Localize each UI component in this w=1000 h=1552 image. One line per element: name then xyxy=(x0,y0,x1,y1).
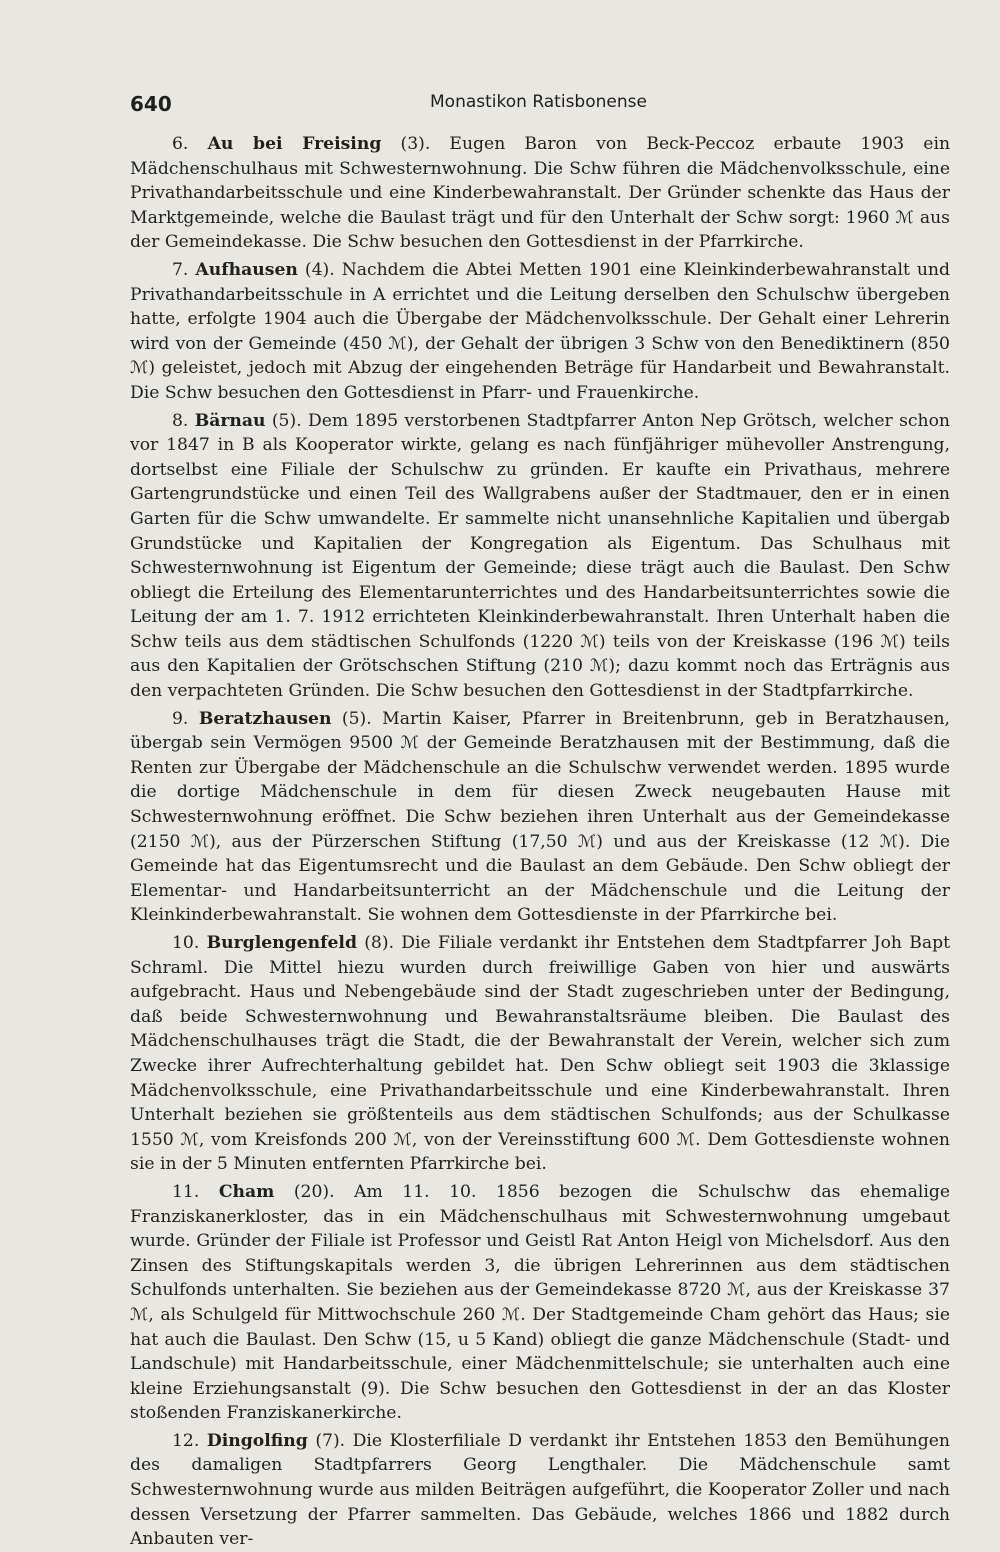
entry-number: 7. xyxy=(172,259,189,280)
entry-12 xyxy=(130,1429,950,1552)
entry-place: Dingolfing xyxy=(206,1430,308,1451)
entry-8 xyxy=(130,409,950,704)
entry-text: (8). Die Filiale verdankt ihr Entstehen dem Stadtpfarrer Joh Bapt Schraml. Die Mittel hiezu wurden durch freiwillige Gaben von hier und auswärts aufgebracht. Haus und Nebengebäude sind der Stadt zugeschrieben unter der Bedingung, daß beide Schwesternwohnung und Bewahranstaltsräume bleiben. Die Baulast des Mädchenschulhauses trägt die Stadt, die der Bewahranstalt der Verein, welcher sich zum Zwecke ihrer Aufrechterhaltung gebildet hat. Den Schw obliegt seit 1903 die 3klassige Mädchenvolksschule, eine Privathandarbeitsschule und eine Kinderbewahranstalt. Ihren Unterhalt beziehen sie größtenteils aus dem städtischen Schulfonds; aus der Schulkasse 1550 ℳ, vom Kreisfonds 200 ℳ, von der Vereinsstiftung 600 ℳ. Dem Gottesdienste wohnen sie in der 5 Minuten entfernten Pfarrkirche bei. xyxy=(130,933,951,1175)
entry-place: Au bei Freising xyxy=(207,134,382,154)
page-header xyxy=(130,92,950,132)
entry-number: 12. xyxy=(172,1430,200,1451)
entry-7 xyxy=(130,258,950,406)
entry-number: 11. xyxy=(172,1181,200,1202)
entry-text: (7). Die Klosterfiliale D verdankt ihr Entstehen 1853 den Bemühungen des damaligen Stadtpfarrers Georg Lengthaler. Die Mädchenschule samt Schwesternwohnung wurde aus milden Beiträgen aufgeführt, die Kooperator Zoller und nach dessen Versetzung der Pfarrer sammelten. Das Gebäude, welches 1866 und 1882 durch Anbauten ver- xyxy=(130,1430,950,1550)
page-number: 640 xyxy=(130,92,172,116)
entry-text: (4). Nachdem die Abtei Metten 1901 eine Kleinkinderbewahranstalt und Privathandarbeitsschule in A errichtet und die Leitung derselben den Schulschw übergeben hatte, erfolgte 1904 auch die Übergabe der Mädchenvolksschule. Der Gehalt einer Lehrerin wird von der Gemeinde (450 ℳ), der Gehalt der übrigen 3 Schw von den Benediktinern (850 ℳ) geleistet, jedoch mit Abzug der eingehenden Beträge für Handarbeit und Bewahranstalt. Die Schw besuchen den Gottesdienst in Pfarr- und Frauenkirche. xyxy=(130,259,950,403)
entry-text: (5). Dem 1895 verstorbenen Stadtpfarrer Anton Nep Grötsch, welcher schon vor 1847 in B als Kooperator wirkte, gelang es nach fünfjähriger mühevoller Anstrengung, dortselbst eine Filiale der Schulschw zu gründen. Er kaufte ein Privathaus, mehrere Gartengrundstücke und einen Teil des Wallgrabens außer der Stadtmauer, den er in einen Garten für die Schw umwandelte. Er sammelte nicht unansehnliche Kapitalien und übergab Grundstücke und Kapitalien der Kongregation als Eigentum. Das Schulhaus mit Schwesternwohnung ist Eigentum der Gemeinde; diese trägt auch die Baulast. Den Schw obliegt die Erteilung des Elementarunterrichtes und des Handarbeitsunterrichtes sowie die Leitung der am 1. 7. 1912 errichteten Kleinkinderbewahranstalt. Ihren Unterhalt haben die Schw teils aus dem städtischen Schulfonds (1220 ℳ) teils von der Kreiskasse (196 ℳ) teils aus den Kapitalien der Grötschschen Stiftung (210 ℳ); dazu kommt noch das Erträgnis aus den verpachteten Gründen. Die Schw besuchen den Gottesdienst in der Stadtpfarrkirche. xyxy=(130,410,950,702)
entry-text: (20). Am 11. 10. 1856 bezogen die Schulschw das ehemalige Franziskanerkloster, das in ein Mädchenschulhaus mit Schwesternwohnung umgebaut wurde. Gründer der Filiale ist Professor und Geistl Rat Anton Heigl von Michelsdorf. Aus den Zinsen des Stiftungskapitals werden 3, die übrigen Lehrerinnen aus dem städtischen Schulfonds unterhalten. Sie beziehen aus der Gemeindekasse 8720 ℳ, aus der Kreiskasse 37 ℳ, als Schulgeld für Mittwochschule 260 ℳ. Der Stadtgemeinde Cham gehört das Haus; sie hat auch die Baulast. Den Schw (15, u 5 Kand) obliegt die ganze Mädchenschule (Stadt- und Landschule) mit Handarbeitsschule, einer Mädchenmittelschule; sie unterhalten auch eine kleine Erziehungsanstalt (9). Die Schw besuchen den Gottesdienst in der an das Kloster stoßenden Franziskanerkirche. xyxy=(130,1181,951,1424)
entry-place: Aufhausen xyxy=(195,259,298,280)
entry-6 xyxy=(130,132,950,255)
entry-text: (3). Eugen Baron von Beck-Peccoz erbaute 1903 ein Mädchenschulhaus mit Schwesternwohnung. Die Schw führen die Mädchenvolksschule, eine Privathandarbeitsschule und eine Kinderbewahranstalt. Der Gründer schenkte das Haus der Marktgemeinde, welche die Baulast trägt und für den Unterhalt der Schw sorgt: 1960 ℳ aus der Gemeindekasse. Die Schw besuchen den Gottesdienst in der Pfarrkirche. xyxy=(130,134,951,253)
running-title: Monastikon Ratisbonense xyxy=(430,92,647,112)
entry-place: Burglengenfeld xyxy=(206,933,357,953)
entry-number: 8. xyxy=(172,410,189,431)
entry-11 xyxy=(130,1180,950,1426)
entry-9 xyxy=(130,707,950,928)
entry-text: (5). Martin Kaiser, Pfarrer in Breitenbrunn, geb in Beratzhausen, übergab sein Vermögen 9500 ℳ der Gemeinde Beratzhausen mit der Bestimmung, daß die Renten zur Übergabe der Mädchenschule an die Schulschw verwendet werden. 1895 wurde die dortige Mädchenschule in dem für diesen Zweck neugebauten Hause mit Schwesternwohnung eröffnet. Die Schw beziehen ihren Unterhalt aus der Gemeindekasse (2150 ℳ), aus der Pürzerschen Stiftung (17,50 ℳ) und aus der Kreiskasse (12 ℳ). Die Gemeinde hat das Eigentumsrecht und die Baulast an dem Gebäude. Den Schw obliegt der Elementar- und Handarbeitsunterricht an der Mädchenschule und die Leitung der Kleinkinderbewahranstalt. Sie wohnen dem Gottesdienste in der Pfarrkirche bei. xyxy=(130,708,951,926)
entry-place: Bärnau xyxy=(194,410,266,431)
entry-place: Cham xyxy=(218,1181,275,1202)
entry-10 xyxy=(130,931,950,1177)
entry-number: 10. xyxy=(172,933,200,953)
entry-list xyxy=(130,132,950,1552)
entry-place: Beratzhausen xyxy=(198,708,332,729)
entry-number: 6. xyxy=(172,134,189,154)
entry-number: 9. xyxy=(172,708,189,729)
